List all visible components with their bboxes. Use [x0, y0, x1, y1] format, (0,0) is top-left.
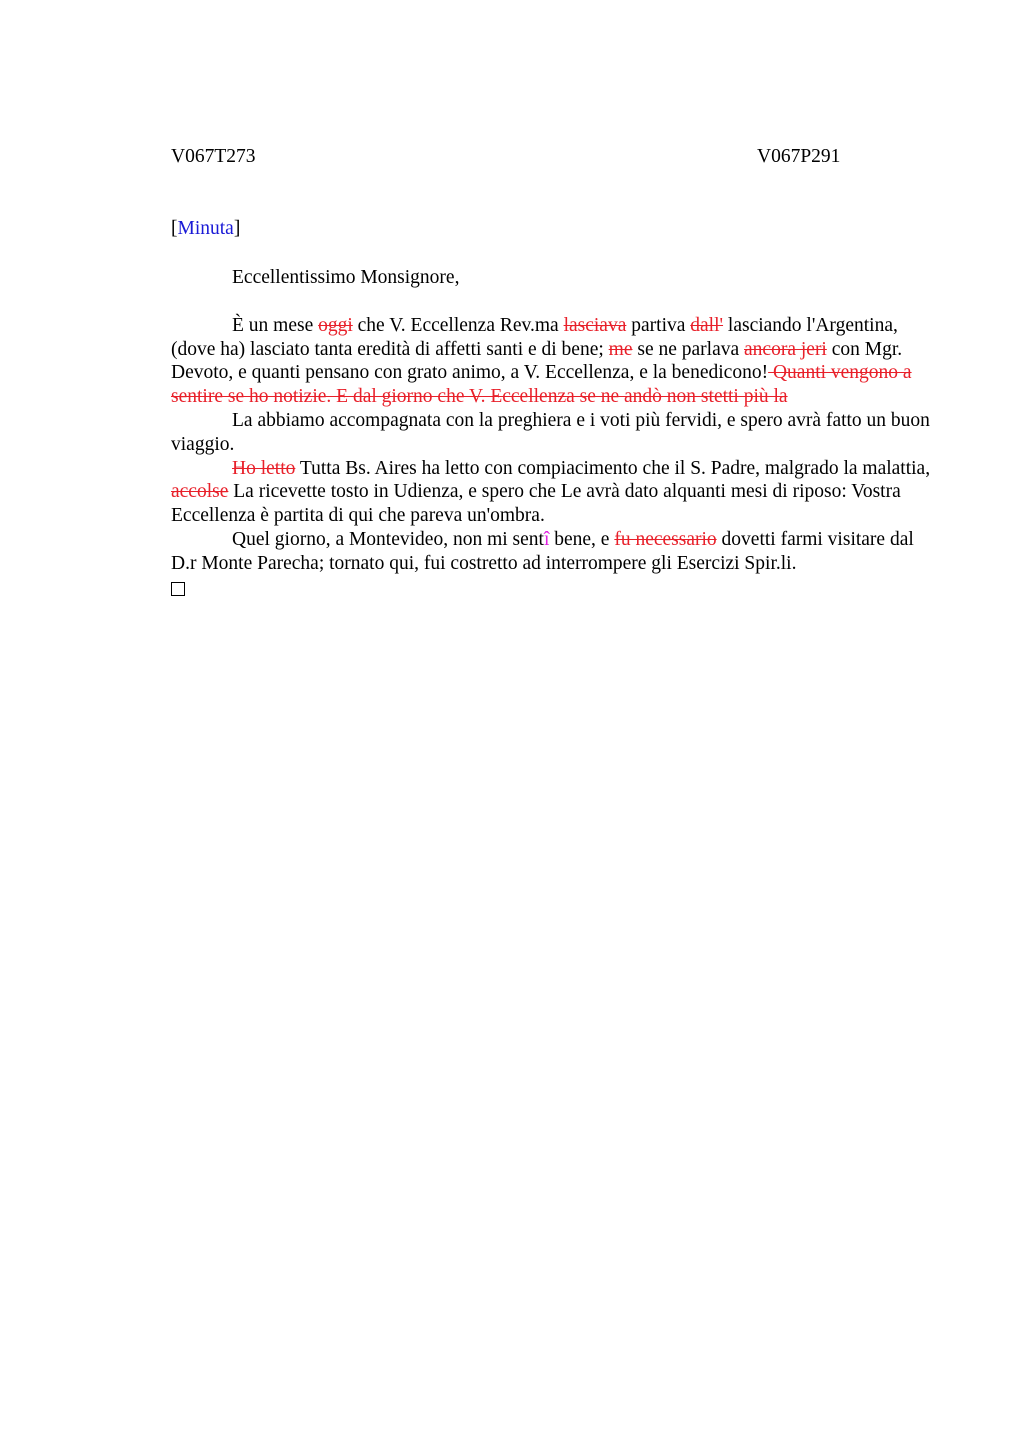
text-segment: se ne parlava	[632, 338, 745, 360]
salutation: Eccellentissimo Monsignore,	[232, 267, 460, 288]
document-type-text: Minuta	[177, 218, 234, 239]
text-segment: Quel giorno, a Montevideo, non mi sent	[232, 528, 544, 550]
deleted-text: accolse	[171, 481, 229, 503]
text-segment: La ricevette tosto in Udienza, e spero che Le avrà dato alquanti mesi di riposo: Vostra Eccellenza è partita di qui che pareva un'ombra.	[171, 481, 901, 527]
text-segment: La abbiamo accompagnata con la preghiera e i voti più fervidi, e spero avrà fatto un buon viaggio.	[171, 409, 930, 455]
deleted-text: me	[608, 338, 633, 360]
deleted-text: lasciava	[563, 314, 627, 336]
text-segment: con Mgr. Devoto, e quanti pensano con grato animo, a V. Eccellenza, e la benedicono!	[171, 338, 903, 384]
text-segment: È un mese	[232, 314, 319, 336]
text-segment: che V. Eccellenza Rev.ma	[352, 314, 564, 336]
accent-mark: î	[543, 528, 550, 550]
paragraph-2	[171, 409, 931, 457]
end-of-document-box-icon	[171, 576, 931, 603]
text-segment: dovetti farmi visitare dal D.r Monte Parecha; tornato qui, fui costretto ad interrompere gli Esercizi Spir.li.	[171, 528, 914, 574]
text-segment: Tutta Bs. Aires ha letto con compiacimento che il S. Padre, malgrado la malattia,	[295, 457, 931, 479]
paragraph-3	[171, 457, 931, 528]
text-segment: bene, e	[549, 528, 615, 550]
deleted-text: Quanti vengono a sentire se ho notizie. E dal giorno che V. Eccellenza se ne andò non stetti più la	[171, 362, 912, 408]
text-segment: partiva	[626, 314, 691, 336]
bracket-close: ]	[233, 218, 241, 239]
text-segment: lasciando l'Argentina, (dove ha) lasciato tanta eredità di affetti santi e di bene;	[171, 314, 898, 360]
letter-body	[171, 266, 931, 602]
paragraph-1	[171, 314, 931, 409]
deleted-text: oggi	[318, 314, 353, 336]
bracket-open: [	[171, 218, 178, 239]
deleted-text: Ho letto	[232, 457, 296, 479]
document-type-label	[171, 218, 240, 240]
document-code-left: V067T273	[171, 146, 256, 167]
deleted-text: ancora jeri	[744, 338, 827, 360]
deleted-text: dall'	[690, 314, 724, 336]
deleted-text: fu necessario	[614, 528, 717, 550]
paragraph-4	[171, 528, 931, 576]
document-code-right: V067P291	[757, 146, 841, 167]
